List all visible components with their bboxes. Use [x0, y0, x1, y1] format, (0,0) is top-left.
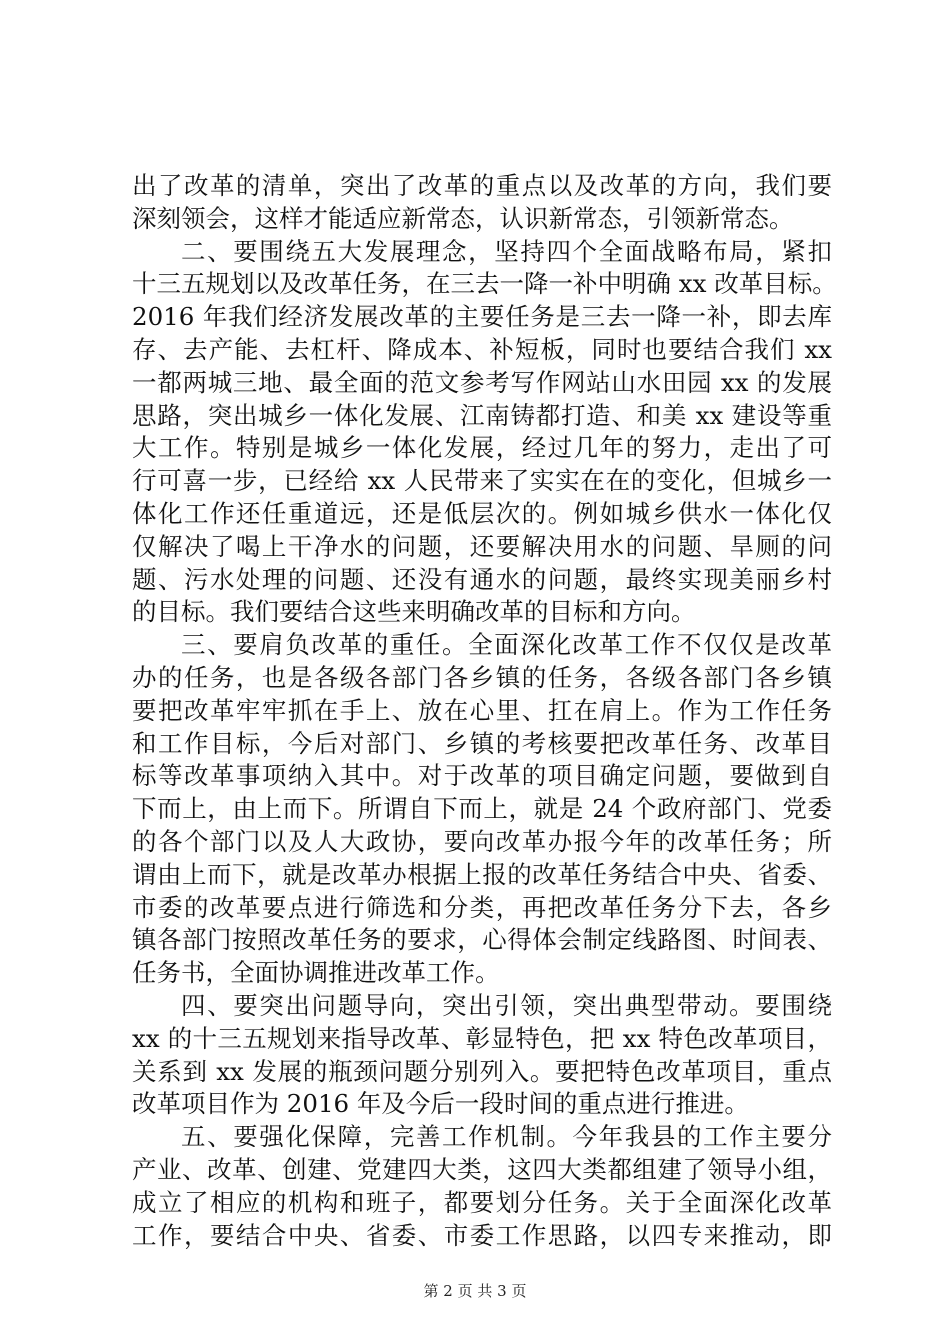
text-line: 四、要突出问题导向，突出引领，突出典型带动。要围绕	[181, 990, 832, 1020]
text-line: 任务书，全面协调推进改革工作。	[132, 958, 500, 988]
text-line: 2016 年我们经济发展改革的主要任务是三去一降一补，即去库	[132, 302, 832, 332]
text-line: 仅解决了喝上干净水的问题，还要解决用水的问题、旱厕的问	[132, 531, 832, 561]
page-footer: 第 2 页 共 3 页	[423, 1282, 527, 1300]
body-text	[132, 170, 837, 1252]
text-line: xx 的十三五规划来指导改革、彰显特色，把 xx 特色改革项目，	[132, 1023, 832, 1053]
text-line: 的各个部门以及人大政协，要向改革办报今年的改革任务；所	[132, 826, 832, 856]
text-line: 谓由上而下，就是改革办根据上报的改革任务结合中央、省委、	[132, 859, 832, 889]
text-line: 十三五规划以及改革任务，在三去一降一补中明确 xx 改革目标。	[132, 269, 837, 299]
text-line: 镇各部门按照改革任务的要求，心得体会制定线路图、时间表、	[132, 925, 832, 955]
text-line: 改革项目作为 2016 年及今后一段时间的重点进行推进。	[132, 1089, 749, 1119]
text-line: 题、污水处理的问题、还没有通水的问题，最终实现美丽乡村	[132, 564, 832, 594]
text-line: 工作，要结合中央、省委、市委工作思路，以四专来推动，即	[132, 1220, 832, 1250]
text-line: 市委的改革要点进行筛选和分类，再把改革任务分下去，各乡	[132, 892, 832, 922]
text-line: 二、要围绕五大发展理念，坚持四个全面战略布局，紧扣	[181, 236, 832, 266]
text-line: 关系到 xx 发展的瓶颈问题分别列入。要把特色改革项目，重点	[132, 1056, 832, 1086]
text-line: 产业、改革、创建、党建四大类，这四大类都组建了领导小组，	[132, 1154, 832, 1184]
text-line: 三、要肩负改革的重任。全面深化改革工作不仅仅是改革	[181, 630, 832, 660]
text-line: 标等改革事项纳入其中。对于改革的项目确定问题，要做到自	[132, 761, 832, 791]
text-line: 下而上，由上而下。所谓自下而上，就是 24 个政府部门、党委	[132, 794, 832, 824]
text-line: 五、要强化保障，完善工作机制。今年我县的工作主要分	[181, 1122, 832, 1152]
text-line: 要把改革牢牢抓在手上、放在心里、扛在肩上。作为工作任务	[132, 695, 832, 725]
text-line: 思路，突出城乡一体化发展、江南铸都打造、和美 xx 建设等重	[132, 400, 832, 430]
text-line: 一都两城三地、最全面的范文参考写作网站山水田园 xx 的发展	[132, 367, 832, 397]
text-line: 成立了相应的机构和班子，都要划分任务。关于全面深化改革	[132, 1187, 832, 1217]
text-line: 和工作目标，今后对部门、乡镇的考核要把改革任务、改革目	[132, 728, 832, 758]
text-line: 行可喜一步，已经给 xx 人民带来了实实在在的变化，但城乡一	[132, 466, 832, 496]
text-line: 体化工作还任重道远，还是低层次的。例如城乡供水一体化仅	[132, 498, 832, 528]
text-line: 大工作。特别是城乡一体化发展，经过几年的努力，走出了可	[132, 433, 832, 463]
text-line: 存、去产能、去杠杆、降成本、补短板，同时也要结合我们 xx	[132, 334, 832, 364]
text-line: 的目标。我们要结合这些来明确改革的目标和方向。	[132, 597, 696, 627]
text-line: 深刻领会，这样才能适应新常态，认识新常态，引领新常态。	[132, 203, 794, 233]
text-line: 办的任务，也是各级各部门各乡镇的任务，各级各部门各乡镇	[132, 662, 832, 692]
text-line: 出了改革的清单，突出了改革的重点以及改革的方向，我们要	[132, 171, 832, 200]
